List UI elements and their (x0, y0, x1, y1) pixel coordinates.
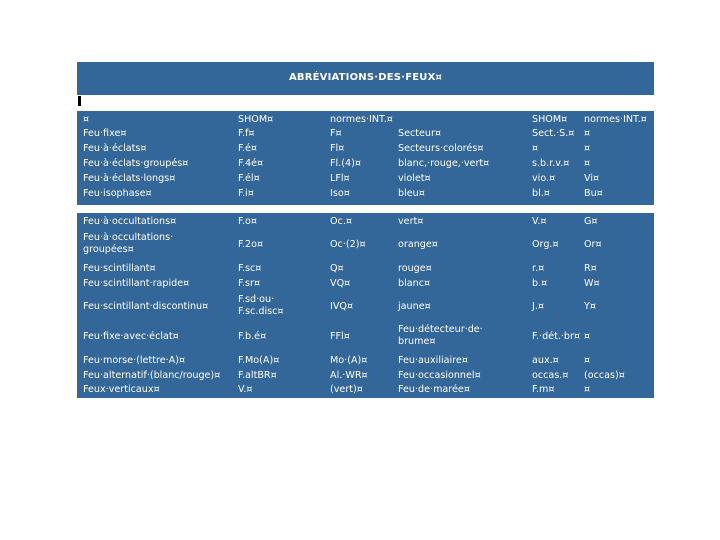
table-cell: r.¤ (532, 263, 545, 274)
table-cell: W¤ (584, 278, 600, 289)
table-cell: Feu·à·occultations· groupées¤ (83, 232, 174, 255)
table-cell: Feu·à·éclats·groupés¤ (83, 158, 189, 169)
table-cell: F.Mo(A)¤ (238, 355, 280, 366)
table-cell: F.o¤ (238, 216, 257, 227)
header-shom: SHOM¤ (532, 114, 568, 125)
table-cell: F.él¤ (238, 173, 260, 184)
table-cell: IVQ¤ (330, 301, 354, 312)
table-cell: Y¤ (584, 301, 596, 312)
table-cell: Feux·verticaux¤ (83, 384, 160, 395)
table-cell: Bu¤ (584, 188, 603, 199)
table-cell: V.¤ (532, 216, 547, 227)
table-cell: F.f¤ (238, 128, 255, 139)
table-cell: Mo·(A)¤ (330, 355, 368, 366)
table-cell: ¤ (83, 114, 90, 125)
table-cell: violet¤ (398, 173, 431, 184)
table-cell: Vi¤ (584, 173, 600, 184)
table-cell: V.¤ (238, 384, 253, 395)
table-cell: aux.¤ (532, 355, 559, 366)
table-cell: (occas)¤ (584, 370, 625, 381)
header-shom: SHOM¤ (238, 114, 274, 125)
table-cell: Oc·(2)¤ (330, 239, 366, 250)
table-cell: ¤ (584, 331, 591, 342)
table-cell: FFl¤ (330, 331, 350, 342)
table-cell: Feu·à·éclats¤ (83, 143, 147, 154)
paragraph-mark-icon (78, 96, 81, 106)
table-cell: Feu·alternatif·(blanc/rouge)¤ (83, 370, 221, 381)
table-cell: Feu·scintillant·discontinu¤ (83, 301, 209, 312)
table-cell: Secteur¤ (398, 128, 442, 139)
table-cell: Iso¤ (330, 188, 350, 199)
table-cell: Feu·morse·(lettre·A)¤ (83, 355, 186, 366)
table-cell: Feu·fixe¤ (83, 128, 127, 139)
table-cell: bleu¤ (398, 188, 425, 199)
table-cell: ¤ (584, 158, 591, 169)
table-cell: F.é¤ (238, 143, 258, 154)
table-cell: Secteurs·colorés¤ (398, 143, 484, 154)
table-cell: Org.¤ (532, 239, 559, 250)
table-cell: ¤ (584, 143, 591, 154)
table-cell: Feu·auxiliaire¤ (398, 355, 468, 366)
table-cell: jaune¤ (398, 301, 431, 312)
table-cell: G¤ (584, 216, 598, 227)
document-title: ABRÉVIATIONS·DES·FEUX¤ (288, 72, 443, 83)
table-cell: Feu·à·éclats·longs¤ (83, 173, 176, 184)
table-cell: Feu·occasionnel¤ (398, 370, 481, 381)
table-cell: Q¤ (330, 263, 344, 274)
table-cell: ¤ (584, 384, 591, 395)
table-cell: F.sd·ou· F.sc.disc¤ (238, 294, 284, 317)
table-cell: ¤ (584, 355, 591, 366)
table-cell: occas.¤ (532, 370, 569, 381)
table-cell: F.m¤ (532, 384, 555, 395)
table-cell: VQ¤ (330, 278, 351, 289)
table-cell: F.b.é¤ (238, 331, 267, 342)
table-divider (77, 206, 654, 208)
table-cell: Fl.(4)¤ (330, 158, 361, 169)
table-cell: orange¤ (398, 239, 438, 250)
table-cell: blanc¤ (398, 278, 431, 289)
header-normes-int: normes·INT.¤ (584, 114, 647, 125)
table-cell: blanc,·rouge,·vert¤ (398, 158, 490, 169)
table-cell: vert¤ (398, 216, 424, 227)
abbreviations-table-2 (77, 213, 654, 398)
table-cell: F.sc¤ (238, 263, 262, 274)
table-cell: Feu·détecteur·de· brume¤ (398, 324, 483, 347)
table-cell: Al.·WR¤ (330, 370, 368, 381)
abbreviations-table-1 (77, 111, 654, 205)
table-cell: J.¤ (532, 301, 544, 312)
table-cell: Feu·à·occultations¤ (83, 216, 177, 227)
table-cell: LFl¤ (330, 173, 350, 184)
table-cell: F.2o¤ (238, 239, 264, 250)
table-cell: R¤ (584, 263, 597, 274)
table-cell: s.b.r.v.¤ (532, 158, 570, 169)
table-cell: F.4é¤ (238, 158, 264, 169)
table-cell: rouge¤ (398, 263, 432, 274)
table-cell: ¤ (584, 128, 591, 139)
table-cell: Feu·de·marée¤ (398, 384, 470, 395)
table-cell: Feu·scintillant¤ (83, 263, 156, 274)
table-cell: Or¤ (584, 239, 602, 250)
table-cell: F.i¤ (238, 188, 254, 199)
table-cell: Feu·scintillant·rapide¤ (83, 278, 190, 289)
table-cell: ¤ (532, 143, 539, 154)
table-cell: Sect.·S.¤ (532, 128, 575, 139)
table-cell: (vert)¤ (330, 384, 363, 395)
table-cell: F.·dét.·br¤ (532, 331, 581, 342)
table-cell: F.altBR¤ (238, 370, 277, 381)
table-cell: Oc.¤ (330, 216, 352, 227)
table-cell: Feu·isophase¤ (83, 188, 152, 199)
header-normes-int: normes·INT.¤ (330, 114, 393, 125)
table-cell: b.¤ (532, 278, 548, 289)
title-bar (77, 62, 654, 95)
table-cell: Fl¤ (330, 143, 345, 154)
table-cell: F¤ (330, 128, 342, 139)
table-cell: F.sr¤ (238, 278, 261, 289)
table-cell: vio.¤ (532, 173, 556, 184)
table-cell: bl.¤ (532, 188, 550, 199)
table-cell: Feu·fixe·avec·éclat¤ (83, 331, 179, 342)
